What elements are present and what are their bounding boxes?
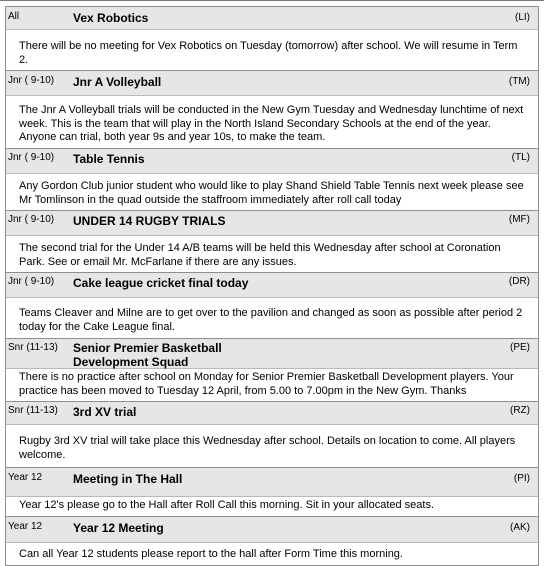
notice-body: There will be no meeting for Vex Robotics on Tuesday (tomorrow) after school. We will resume in Term 2. <box>6 30 538 70</box>
notice-item <box>5 401 539 467</box>
notice-header <box>6 211 538 236</box>
notice-code: (TL) <box>511 152 530 163</box>
notice-title: Cake league cricket final today <box>73 276 249 290</box>
notice-year: Jnr ( 9-10) <box>8 276 55 287</box>
notice-code: (RZ) <box>510 405 530 416</box>
notice-year: All <box>8 11 20 22</box>
notice-year: Jnr ( 9-10) <box>8 75 55 86</box>
notice-code: (AK) <box>510 522 530 533</box>
notice-title: UNDER 14 RUGBY TRIALS <box>73 214 226 228</box>
notice-body: Rugby 3rd XV trial will take place this Wednesday after school. Details on location to come. All players welcome. <box>6 425 538 467</box>
notice-year: Snr (11-13) <box>8 342 58 353</box>
notice-code: (LI) <box>515 12 530 23</box>
top-divider <box>0 0 544 1</box>
notice-title: Table Tennis <box>73 152 145 166</box>
notice-item <box>5 70 539 148</box>
notice-header <box>6 7 538 30</box>
notice-item <box>5 338 539 401</box>
notice-code: (TM) <box>508 76 530 87</box>
notice-item <box>5 467 539 516</box>
notice-year: Year 12 <box>8 521 43 532</box>
notice-title: Meeting in The Hall <box>73 472 183 486</box>
notice-body: The second trial for the Under 14 A/B teams will be held this Wednesday after school at Coronation Park. See or email Mr. McFarlane if there are any issues. <box>6 236 538 272</box>
notice-header <box>6 339 538 369</box>
notice-header <box>6 149 538 174</box>
notice-header <box>6 71 538 96</box>
notice-code: (MF) <box>508 214 530 225</box>
notice-title: Vex Robotics <box>73 11 149 25</box>
notice-body: Year 12's please go to the Hall after Roll Call this morning. Sit in your allocated seats. <box>6 497 538 516</box>
notice-item <box>5 148 539 210</box>
notice-header <box>6 468 538 497</box>
notice-item <box>5 6 539 70</box>
notice-header <box>6 517 538 543</box>
notice-body: The Jnr A Volleyball trials will be conducted in the New Gym Tuesday and Wednesday lunchtime of next week. This is the team that will play in the North Island Secondary Schools at the end of the year. Anyone can trial, both year 9s and year 10s, to make the team. <box>6 96 538 148</box>
notice-body: There is no practice after school on Monday for Senior Premier Basketball Development players. Your practice has been moved to Tuesday 12 April, from 5.00 to 7.00pm in the New Gym. Thanks <box>6 369 538 401</box>
notice-year: Snr (11-13) <box>8 405 58 416</box>
notice-code: (DR) <box>508 276 530 287</box>
notices-list <box>5 6 539 566</box>
notice-header <box>6 402 538 425</box>
notice-body: Any Gordon Club junior student who would like to play Shand Shield Table Tennis next week please see Mr Tomlinson in the quad outside the staffroom immediately after roll call today <box>6 174 538 210</box>
notice-item <box>5 272 539 338</box>
notice-year: Jnr ( 9-10) <box>8 152 55 163</box>
notice-body: Teams Cleaver and Milne are to get over to the pavilion and changed as soon as possible after period 2 today for the Cake League final. <box>6 298 538 338</box>
notice-item <box>5 516 539 566</box>
notice-year: Jnr ( 9-10) <box>8 214 55 225</box>
notice-title: Year 12 Meeting <box>73 521 164 535</box>
notice-body: Can all Year 12 students please report to the hall after Form Time this morning. <box>6 543 538 565</box>
notice-code: (PI) <box>513 473 530 484</box>
notice-year: Year 12 <box>8 472 43 483</box>
notice-header <box>6 273 538 298</box>
notice-title: 3rd XV trial <box>73 405 137 419</box>
notice-code: (PE) <box>510 342 530 353</box>
notice-item <box>5 210 539 272</box>
notice-title: Senior Premier Basketball Development Squad <box>73 341 222 369</box>
notice-title: Jnr A Volleyball <box>73 75 162 89</box>
